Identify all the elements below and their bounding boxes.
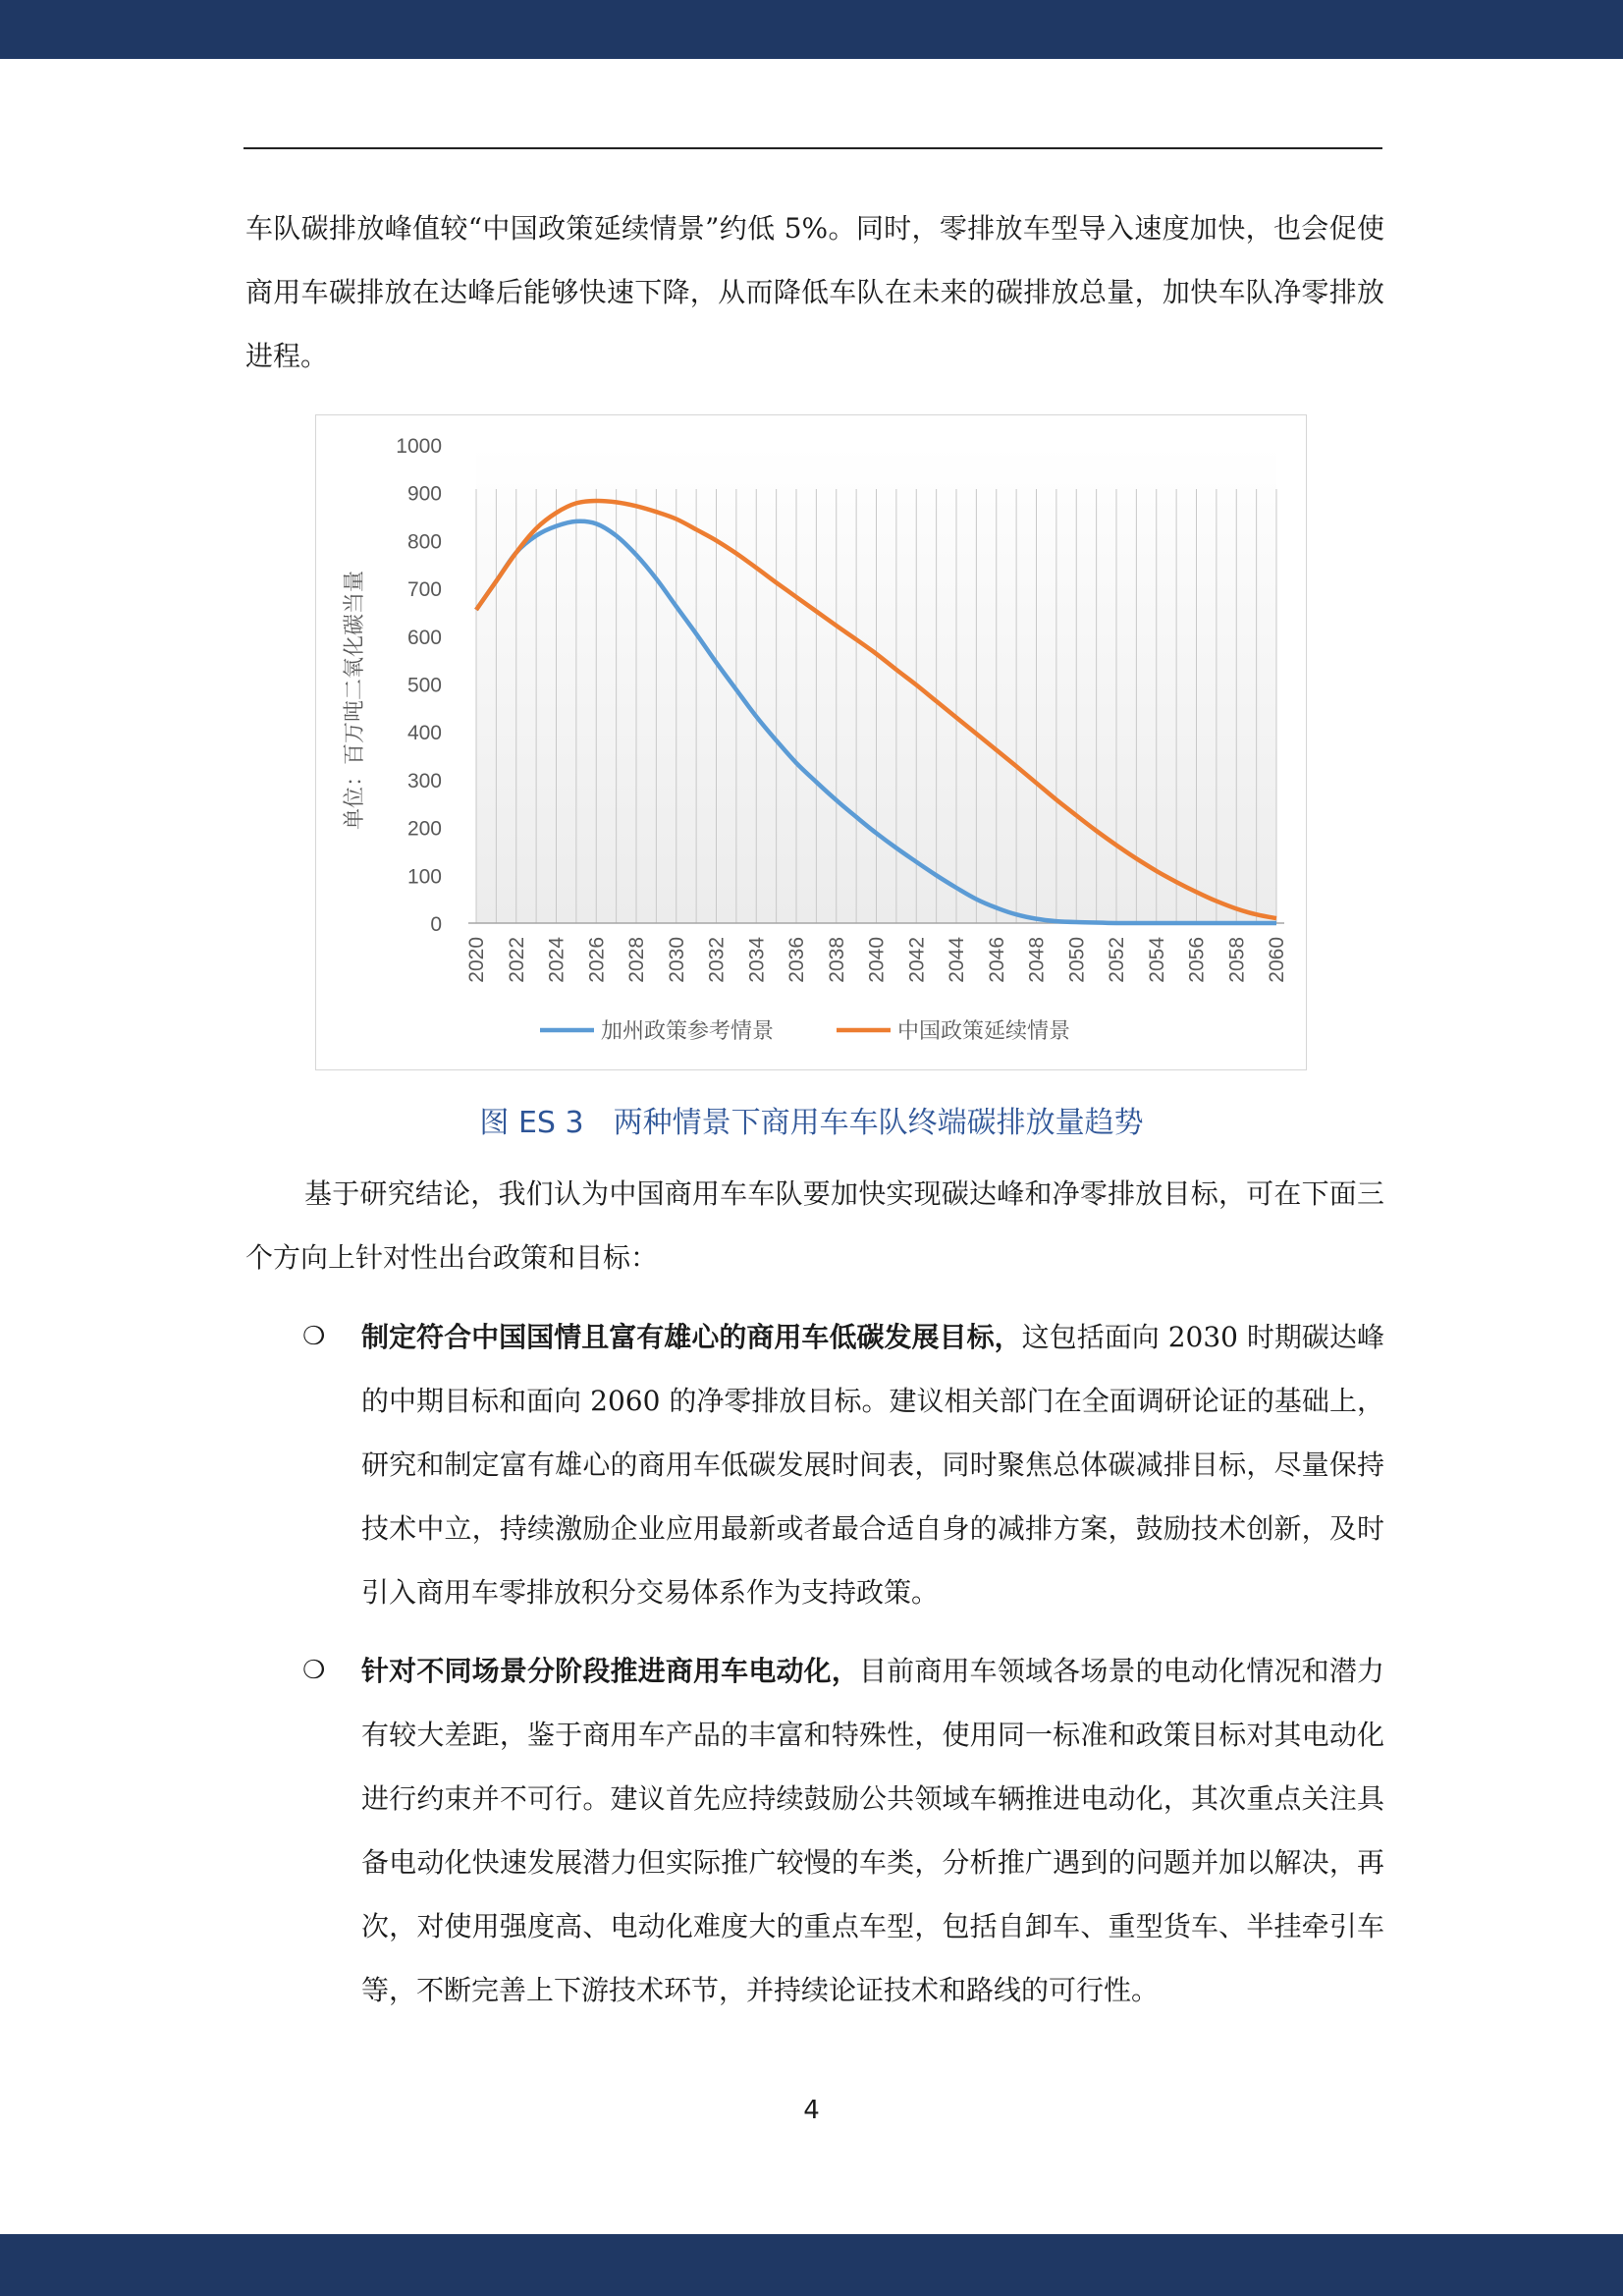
x-tick-label: 2052 [1106,937,1128,983]
x-tick-label: 2024 [545,937,568,983]
header-rule [243,147,1382,149]
intro-paragraph: 车队碳排放峰值较“中国政策延续情景”约低 5%。同时，零排放车型导入速度加快，也会促使商用车碳排放在达峰后能够快速下降，从而降低车队在未来的碳排放总量，加快车队净零排放进程。 [245,212,1384,372]
bullet-text-2 [361,1639,1384,2022]
y-tick-label: 1000 [396,435,442,458]
x-tick-label: 2036 [785,937,808,983]
bullet-bold-1: 制定符合中国国情且富有雄心的商用车低碳发展目标， [361,1321,1022,1353]
x-tick-label: 2058 [1225,937,1249,983]
y-tick-label: 200 [406,817,442,841]
bullet-body-2: 目前商用车领域各场景的电动化情况和潜力有较大差距，鉴于商用车产品的丰富和特殊性，使用同一标准和政策目标对其电动化进行约束并不可行。建议首先应持续鼓励公共领域车辆推进电动化，其次重点关注具备电动化快速发展潜力但实际推广较慢的车类，分析推广遇到的问题并加以解决，再次，对使用强度高、电动化难度大的重点车型，包括自卸车、重型货车、半挂牵引车等，不断完善上下游技术环节，并持续论证技术和路线的可行性。 [361,1655,1384,2006]
bullet-text-1 [361,1305,1384,1624]
legend-label-2: 中国政策延续情景 [897,1019,1071,1044]
y-tick-label: 600 [406,626,442,649]
x-tick-label: 2028 [625,937,648,983]
legend-label-1: 加州政策参考情景 [601,1019,775,1044]
figure-label: 图 ES 3 [479,1106,584,1140]
x-tick-label: 2032 [705,937,729,983]
page-number: 4 [803,2096,820,2125]
x-tick-label: 2054 [1145,937,1168,983]
lead-paragraph: 基于研究结论，我们认为中国商用车车队要加快实现碳达峰和净零排放目标，可在下面三个方向上针对性出台政策和目标： [245,1177,1384,1274]
bullet-marker-icon: ❍ [302,1656,326,1685]
x-tick-label: 2030 [665,937,688,983]
x-tick-label: 2056 [1185,937,1209,983]
x-tick-label: 2042 [905,937,929,983]
x-tick-label: 2040 [865,937,889,983]
y-tick-label: 500 [406,674,442,697]
x-tick-label: 2044 [946,937,968,983]
x-tick-label: 2050 [1065,937,1089,983]
emissions-chart-svg [316,415,1308,1071]
x-tick-label: 2046 [985,937,1008,983]
y-tick-label: 800 [406,530,442,554]
x-tick-label: 2048 [1025,937,1049,983]
y-tick-label: 300 [406,769,442,793]
x-tick-label: 2034 [745,937,769,983]
bullet-bold-2: 针对不同场景分阶段推进商用车电动化， [361,1655,859,1687]
y-tick-label: 100 [406,865,442,889]
y-tick-label: 400 [406,722,442,745]
figure-caption [0,1098,1623,1141]
y-tick-label: 900 [406,482,442,506]
top-band [0,0,1623,59]
y-tick-label: 0 [430,913,442,936]
bottom-band [0,2234,1623,2296]
x-tick-label: 2060 [1266,937,1288,983]
emissions-chart [315,414,1307,1070]
x-tick-label: 2020 [465,937,488,983]
y-tick-label: 700 [406,578,442,602]
bullet-body-1: 这包括面向 2030 时期碳达峰的中期目标和面向 2060 的净零排放目标。建议相关部门在全面调研论证的基础上，研究和制定富有雄心的商用车低碳发展时间表，同时聚焦总体碳减排目标，尽量保持技术中立，持续激励企业应用最新或者最合适自身的减排方案，鼓励技术创新，及时引入商用车零排放积分交易体系作为支持政策。 [361,1321,1384,1609]
bullet-marker-icon: ❍ [302,1322,326,1351]
figure-title: 两种情景下商用车车队终端碳排放量趋势 [613,1106,1144,1140]
x-tick-label: 2026 [585,937,609,983]
y-axis-label: 单位：百万吨二氧化碳当量 [343,570,367,831]
x-tick-label: 2038 [825,937,848,983]
x-tick-label: 2022 [505,937,528,983]
